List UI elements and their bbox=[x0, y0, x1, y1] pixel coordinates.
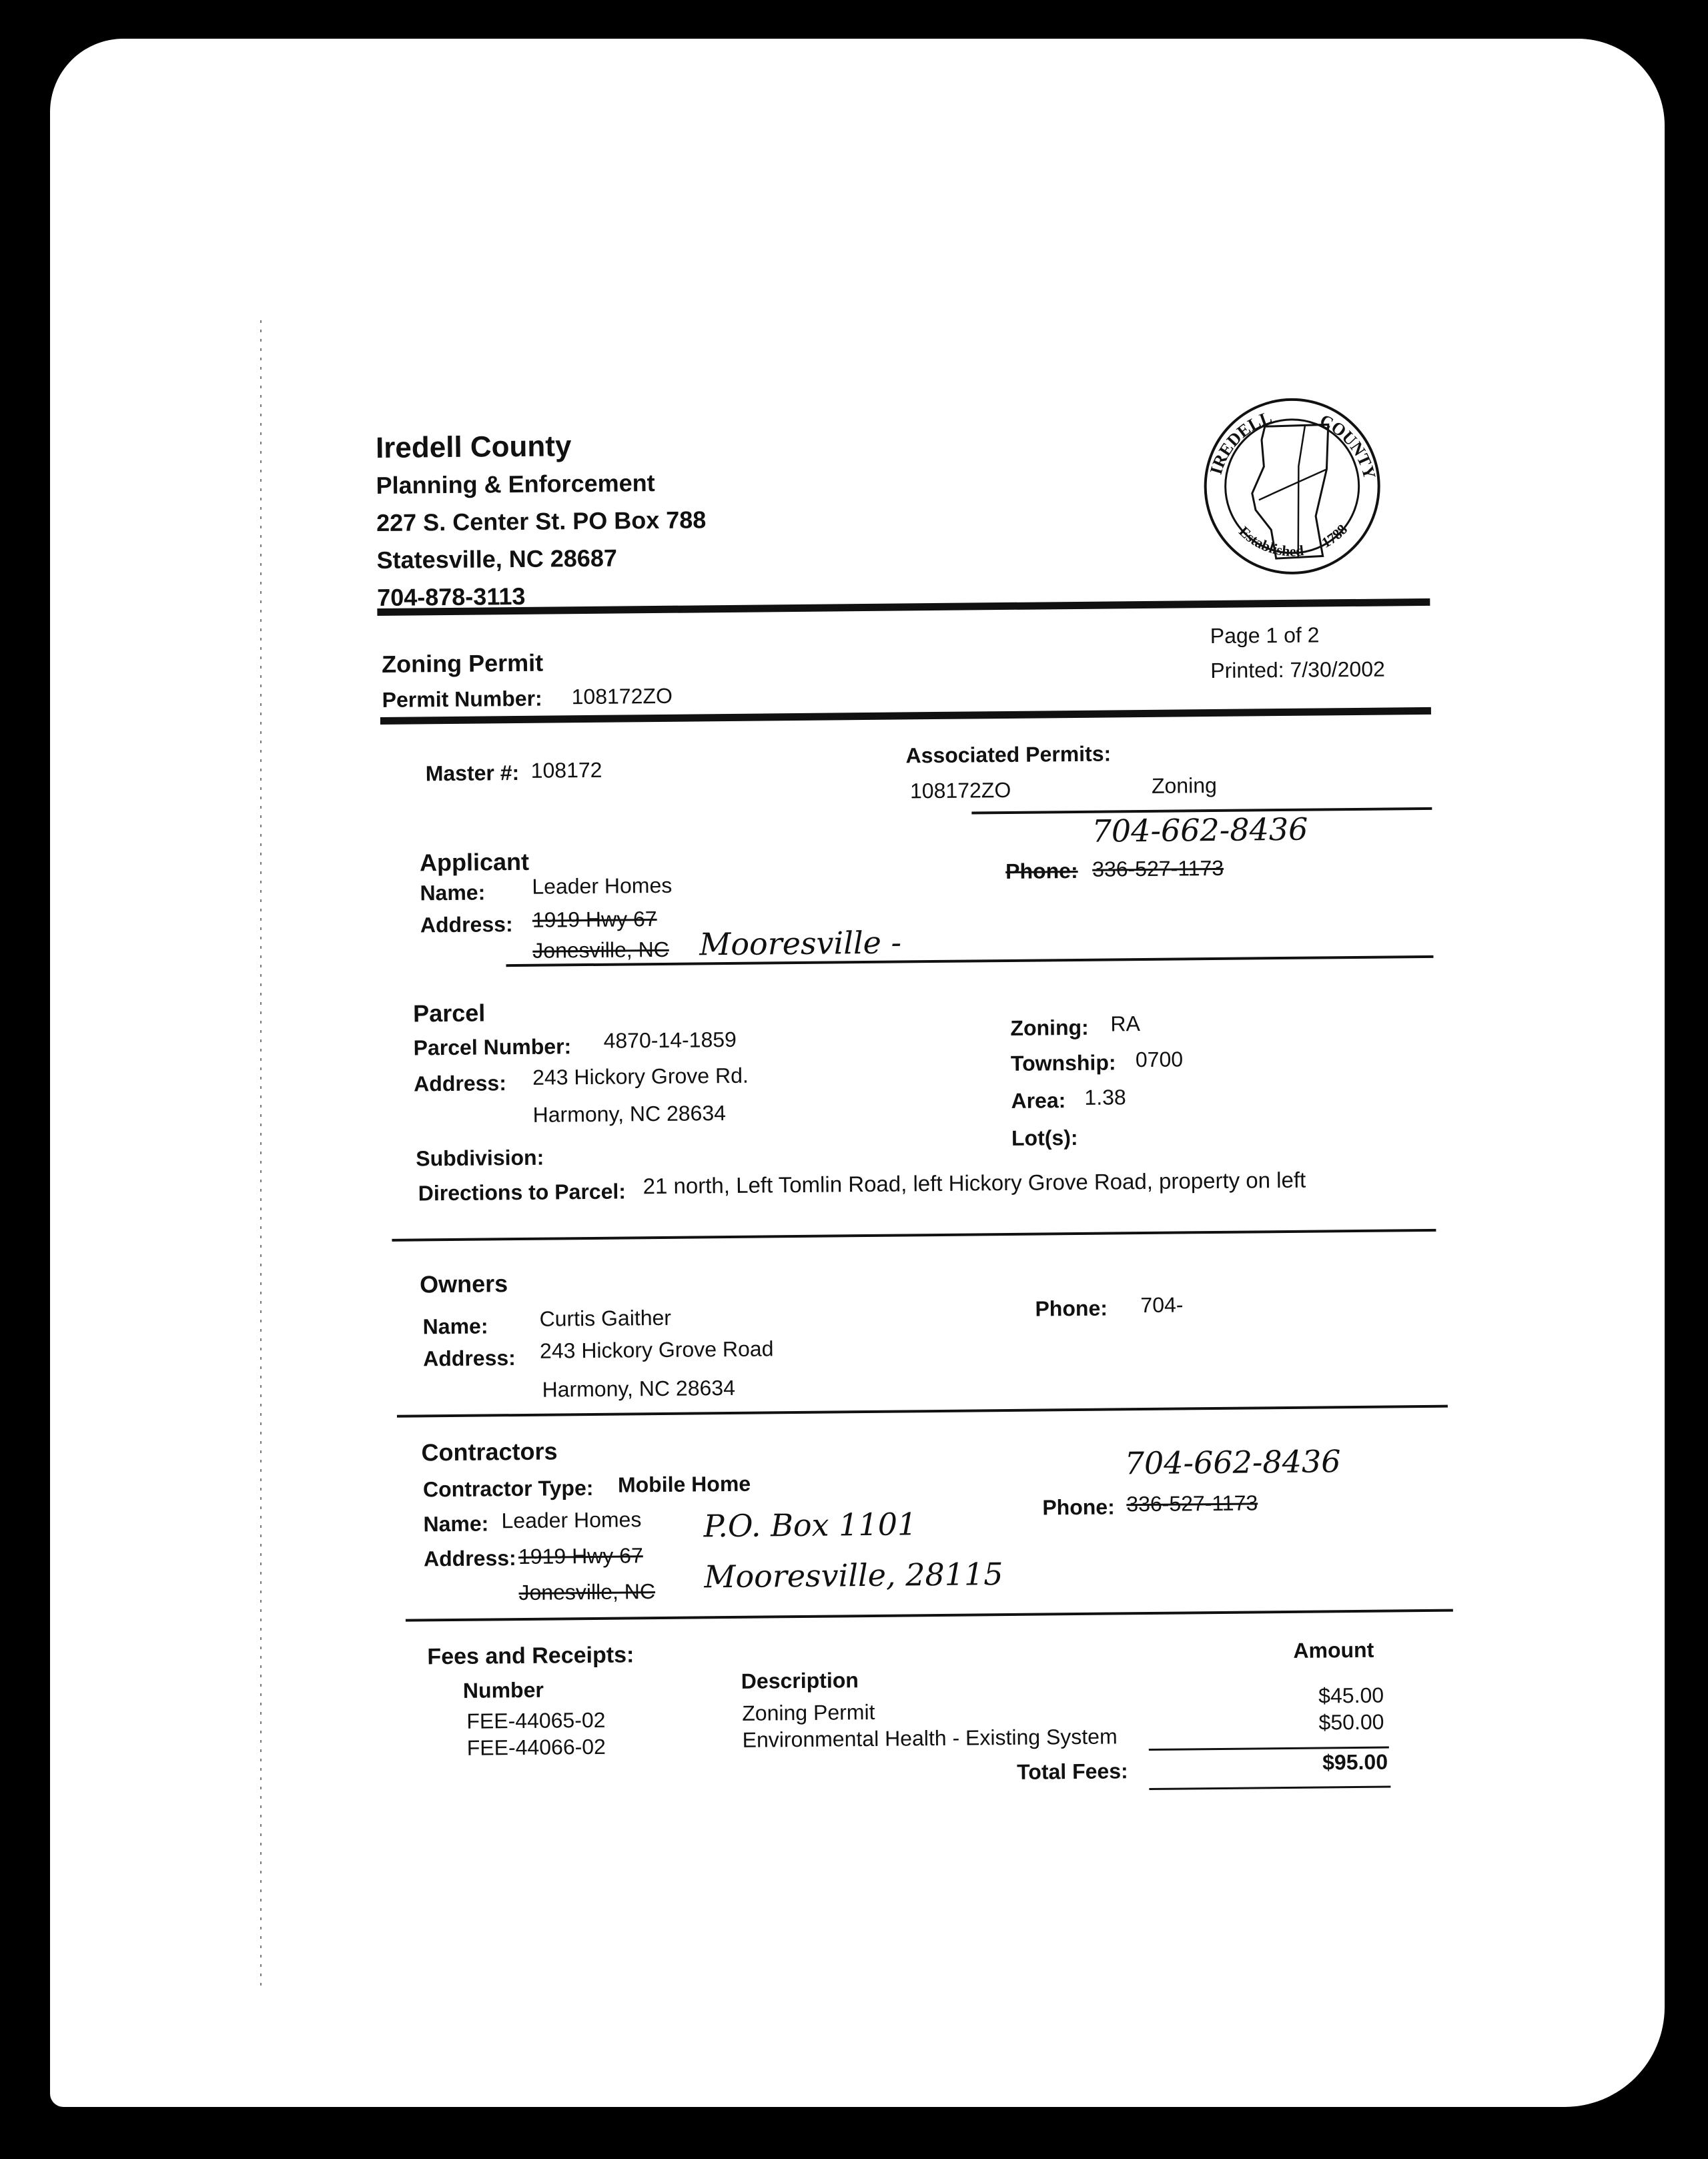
contractors-divider bbox=[406, 1609, 1453, 1622]
applicant-phone-handwritten: 704-662-8436 bbox=[1092, 811, 1308, 849]
fees-col-description: Description bbox=[741, 1668, 859, 1693]
fee-number: FEE-44066-02 bbox=[466, 1734, 606, 1760]
zoning-value: RA bbox=[1110, 1011, 1141, 1036]
contractor-phone-struck: 336-527-1173 bbox=[1126, 1490, 1258, 1517]
permit-number-label: Permit Number: bbox=[382, 686, 542, 712]
directions-label: Directions to Parcel: bbox=[418, 1179, 626, 1206]
contractor-phone-handwritten: 704-662-8436 bbox=[1124, 1443, 1341, 1482]
contractor-address-handwritten-line1: P.O. Box 1101 bbox=[703, 1506, 917, 1545]
owner-name: Curtis Gaither bbox=[539, 1305, 672, 1331]
area-value: 1.38 bbox=[1084, 1085, 1126, 1110]
owners-divider bbox=[397, 1405, 1448, 1418]
township-label: Township: bbox=[1010, 1050, 1116, 1075]
associated-permit-number: 108172ZO bbox=[909, 777, 1011, 803]
contractor-name: Leader Homes bbox=[501, 1507, 642, 1533]
org-phone: 704-878-3113 bbox=[377, 582, 526, 612]
owner-name-label: Name: bbox=[422, 1314, 488, 1339]
total-fees-label: Total Fees: bbox=[1016, 1759, 1128, 1784]
applicant-name: Leader Homes bbox=[532, 873, 673, 899]
applicant-address-label: Address: bbox=[420, 912, 513, 937]
applicant-address-line2-struck: Jonesville, NC bbox=[532, 937, 669, 963]
applicant-address-line1-struck: 1919 Hwy 67 bbox=[532, 907, 657, 932]
fee-number: FEE-44065-02 bbox=[466, 1707, 606, 1733]
printed-date: Printed: 7/30/2002 bbox=[1210, 657, 1386, 683]
directions-text: 21 north, Left Tomlin Road, left Hickory Grove Road, property on left bbox=[643, 1167, 1306, 1199]
total-fees-value: $95.00 bbox=[1322, 1749, 1388, 1775]
applicant-phone-label: Phone: bbox=[1005, 858, 1078, 883]
page-indicator: Page 1 of 2 bbox=[1210, 622, 1320, 649]
contractor-address-line1-struck: 1919 Hwy 67 bbox=[518, 1543, 643, 1569]
county-seal-icon bbox=[1191, 392, 1393, 580]
fees-heading: Fees and Receipts: bbox=[427, 1642, 634, 1670]
contractor-name-label: Name: bbox=[423, 1511, 489, 1537]
contractor-address-handwritten-line2: Mooresville, 28115 bbox=[704, 1556, 1003, 1595]
applicant-name-label: Name: bbox=[420, 880, 486, 905]
seal-year: 1788 bbox=[1318, 520, 1351, 551]
parcel-address-line1: 243 Hickory Grove Rd. bbox=[532, 1063, 749, 1090]
parcel-address-line2: Harmony, NC 28634 bbox=[532, 1101, 727, 1127]
contractor-address-label: Address: bbox=[423, 1546, 516, 1571]
total-rule bbox=[1149, 1786, 1390, 1790]
contractor-address-line2-struck: Jonesville, NC bbox=[518, 1579, 656, 1605]
fee-description: Environmental Health - Existing System bbox=[742, 1724, 1118, 1752]
header-divider bbox=[377, 598, 1430, 616]
contractor-phone-label: Phone: bbox=[1042, 1494, 1115, 1520]
owner-address-line2: Harmony, NC 28634 bbox=[542, 1375, 736, 1402]
zoning-label: Zoning: bbox=[1010, 1015, 1089, 1040]
fee-amount: $50.00 bbox=[1318, 1709, 1384, 1735]
master-label: Master #: bbox=[425, 760, 520, 786]
area-label: Area: bbox=[1011, 1088, 1066, 1113]
org-name: Iredell County bbox=[375, 430, 572, 465]
owner-phone-label: Phone: bbox=[1035, 1296, 1108, 1321]
fees-col-amount: Amount bbox=[1293, 1637, 1374, 1663]
parcel-divider bbox=[392, 1229, 1436, 1242]
seal-text-bottom: Established bbox=[1236, 522, 1305, 560]
master-number: 108172 bbox=[530, 757, 602, 783]
associated-permits-label: Associated Permits: bbox=[905, 741, 1112, 768]
parcel-address-label: Address: bbox=[414, 1071, 507, 1096]
township-value: 0700 bbox=[1135, 1047, 1184, 1072]
applicant-heading: Applicant bbox=[419, 847, 530, 877]
parcel-number-label: Parcel Number: bbox=[413, 1034, 572, 1060]
fee-description: Zoning Permit bbox=[742, 1699, 875, 1725]
contractors-heading: Contractors bbox=[421, 1437, 558, 1466]
associated-permit-type: Zoning bbox=[1151, 773, 1217, 798]
subdivision-label: Subdivision: bbox=[416, 1145, 544, 1171]
applicant-phone-struck: 336-527-1173 bbox=[1092, 855, 1224, 881]
parcel-number: 4870-14-1859 bbox=[603, 1027, 737, 1053]
fee-amount: $45.00 bbox=[1318, 1683, 1384, 1708]
fees-col-number: Number bbox=[462, 1677, 544, 1703]
org-street: 227 S. Center St. PO Box 788 bbox=[376, 506, 707, 537]
owner-address-line1: 243 Hickory Grove Road bbox=[539, 1336, 774, 1363]
owner-address-label: Address: bbox=[422, 1346, 516, 1371]
org-city: Statesville, NC 28687 bbox=[376, 544, 618, 574]
owner-phone: 704- bbox=[1140, 1292, 1184, 1318]
seal-text-left: IREDELL bbox=[1206, 407, 1275, 477]
lots-label: Lot(s): bbox=[1011, 1125, 1078, 1150]
permit-number: 108172ZO bbox=[571, 683, 673, 709]
department: Planning & Enforcement bbox=[376, 469, 655, 500]
parcel-heading: Parcel bbox=[412, 999, 486, 1027]
owners-heading: Owners bbox=[419, 1270, 508, 1298]
permit-title: Zoning Permit bbox=[381, 649, 544, 678]
seal-text-right: COUNTY bbox=[1316, 410, 1380, 481]
contractor-type-label: Contractor Type: bbox=[422, 1475, 594, 1502]
applicant-address-handwritten: Mooresville - bbox=[699, 924, 902, 963]
contractor-type: Mobile Home bbox=[617, 1471, 751, 1497]
